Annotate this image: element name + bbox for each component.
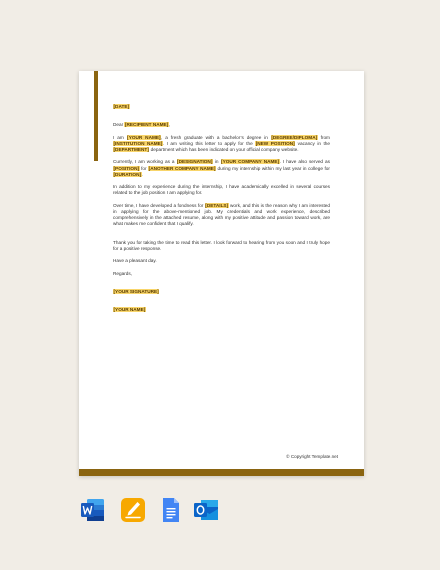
word-icon[interactable]	[80, 497, 106, 523]
paragraph-3: In addition to my experience during the internship, I have academically excelled in several courses related to the job position I am applying for.	[113, 184, 330, 196]
new-position-placeholder: [NEW POSITION]	[255, 140, 295, 146]
format-icons	[0, 497, 440, 523]
name-line	[113, 307, 330, 313]
degree-placeholder: [DEGREE/DIPLOMA]	[271, 134, 318, 140]
designation-placeholder: [DESIGNATION]	[177, 159, 213, 165]
footer-accent-bar	[79, 469, 364, 476]
position-placeholder: [POSITION]	[113, 165, 140, 171]
paragraph-1: I am [YOUR NAME], a fresh graduate with a bachelor’s degree in [DEGREE/DIPLOMA] from [INSTITUTION NAME]. I am writing this letter to apply for the [NEW POSITION] vacancy in the [DEPARTMENT] department which has been indicated on your official company website.	[113, 134, 331, 152]
letter-body	[113, 104, 330, 319]
outlook-icon[interactable]	[193, 497, 219, 523]
institution-placeholder: [INSTITUTION NAME]	[113, 140, 163, 146]
copyright-text: © Copyright Template.net	[286, 454, 338, 459]
details-placeholder: [DETAILS]	[205, 202, 229, 208]
date-line	[113, 104, 330, 110]
name-placeholder: [YOUR NAME]	[113, 306, 146, 312]
signature-placeholder: [YOUR SIGNATURE]	[113, 288, 159, 294]
date-placeholder: [DATE]	[113, 104, 130, 109]
duration-placeholder: [DURATION]	[113, 171, 142, 177]
company-placeholder: [YOUR COMPANY NAME]	[221, 159, 280, 165]
paragraph-4: Over time, I have developed a fondness for [DETAILS] work, and this is the reason why I am interested in applying for the above-mentioned job. My credentials and work experience, described comprehensively in the attached resume, along with my positive attitude and passion toward work, are what makes me confident that I qualify.	[113, 202, 330, 227]
paragraph-6: Have a pleasant day.	[113, 258, 157, 264]
paragraph-2: Currently, I am working as a [DESIGNATION] in [YOUR COMPANY NAME]. I have also served as [POSITION] for [ANOTHER COMPANY NAME] during my internship within my last year in college for [DURATION].	[113, 159, 330, 177]
signature-line	[113, 289, 330, 295]
another-company-placeholder: [ANOTHER COMPANY NAME]	[148, 165, 216, 171]
department-placeholder: [DEPARTMENT]	[113, 147, 149, 152]
closing: Regards,	[113, 270, 133, 276]
google-docs-icon[interactable]	[158, 497, 184, 523]
header-accent-bar	[94, 71, 98, 161]
salutation: Dear [RECIPIENT NAME],	[113, 122, 171, 128]
recipient-placeholder: [RECIPIENT NAME]	[124, 122, 169, 128]
pages-icon[interactable]	[120, 497, 146, 523]
your-name-placeholder: [YOUR NAME]	[127, 134, 161, 140]
paragraph-5: Thank you for taking the time to read this letter. I look forward to hearing from you soon and I truly hope for a positive response.	[113, 239, 330, 251]
